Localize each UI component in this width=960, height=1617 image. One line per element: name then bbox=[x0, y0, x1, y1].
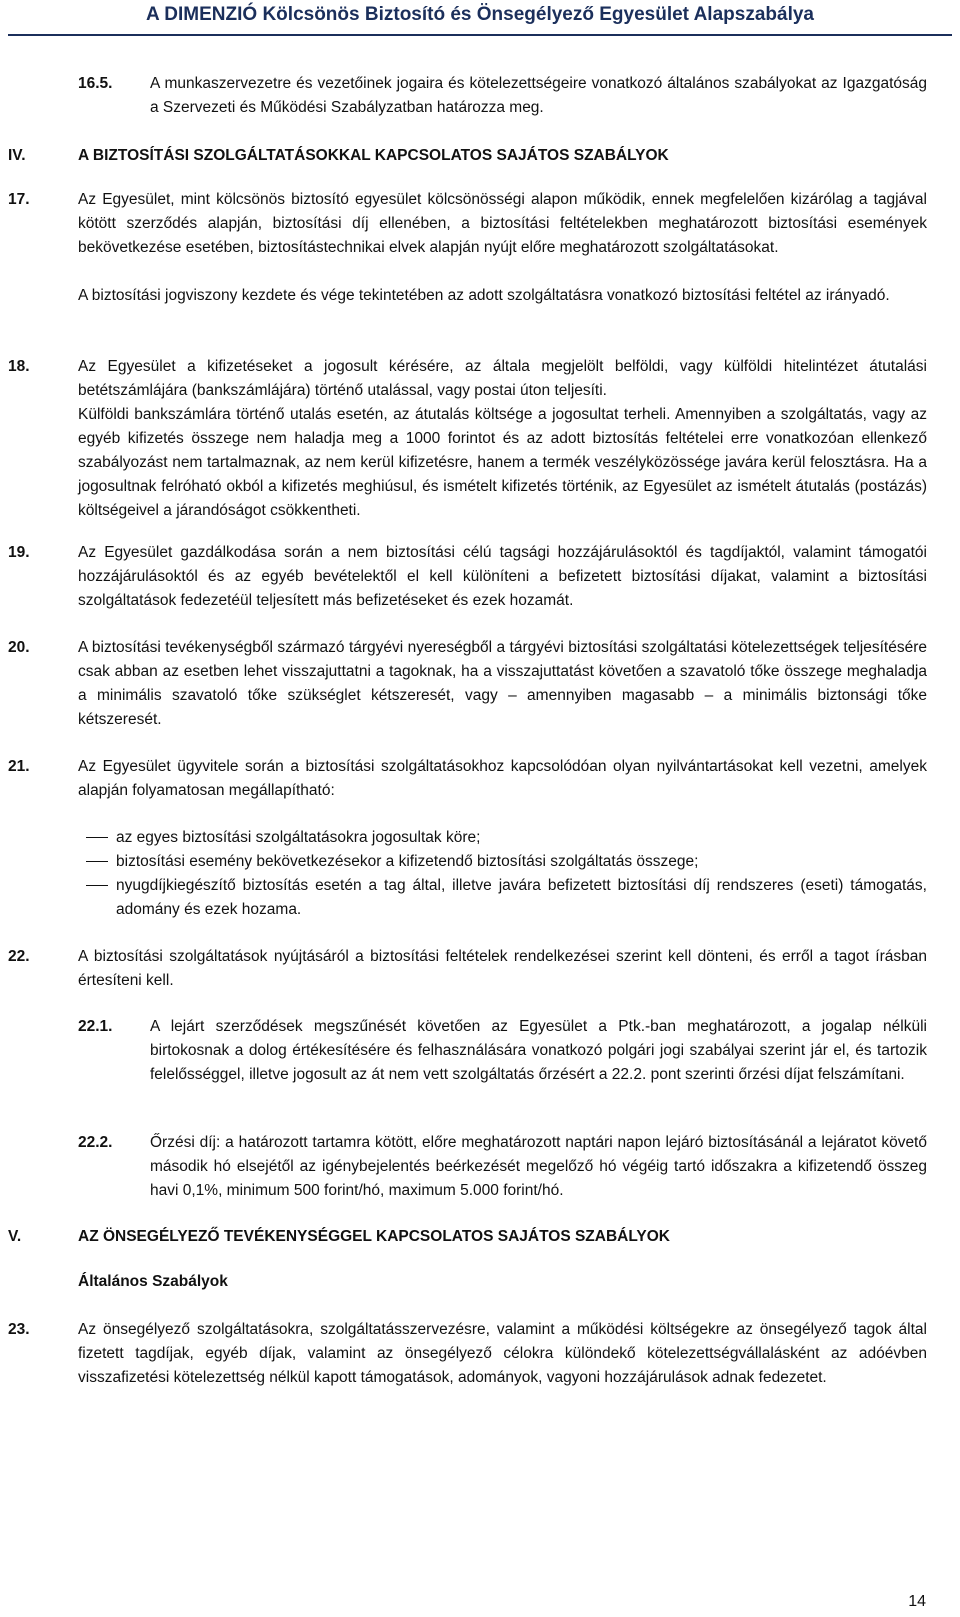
chapter-title: A BIZTOSÍTÁSI SZOLGÁLTATÁSOKKAL KAPCSOLATOS SAJÁTOS SZABÁLYOK bbox=[78, 147, 669, 164]
page-number: 14 bbox=[908, 1593, 926, 1610]
section-number: 22. bbox=[8, 948, 30, 965]
list-bullet-dash bbox=[86, 861, 108, 862]
section-text: Külföldi bankszámlára történő utalás esetén, az átutalás költsége a jogosultat terheli. Amennyiben a szolgáltatás, vagy az egyéb kifizetés összege nem haladja meg a 1000 forintot és az adott biztosítás feltételei erre vonatkozóan ellenkező szabályozást nem tartalmaznak, az nem kerül kifizetésre, hanem a termék veszélyközössége javára kerül felosztásra. Ha a jogosultnak felróható okból a kifizetés meghiúsul, és ismételt kifizetés történik, az Egyesület az ismételt átutalás (postázás) költségeivel a járandóságot csökkentheti. bbox=[78, 406, 927, 519]
chapter-title: AZ ÖNSEGÉLYEZŐ TEVÉKENYSÉGGEL KAPCSOLATOS SAJÁTOS SZABÁLYOK bbox=[78, 1228, 670, 1245]
section-text: Az Egyesület ügyvitele során a biztosítási szolgáltatásokhoz kapcsolódóan olyan nyilvántartásokat kell vezetni, amelyek alapján folyamatosan megállapítható: bbox=[78, 758, 927, 799]
chapter-number: IV. bbox=[8, 147, 26, 164]
section-text: A biztosítási szolgáltatások nyújtásáról a biztosítási feltételek rendelkezései szerint kell dönteni, és erről a tagot írásban értesíteni kell. bbox=[78, 948, 927, 989]
chapter-subtitle: Általános Szabályok bbox=[78, 1273, 228, 1290]
section-text: Az Egyesület a kifizetéseket a jogosult kérésére, az általa megjelölt belföldi, vagy külföldi hitelintézet átutalási betétszámlájára (bankszámlájára) történő utalással, vagy postai úton teljesíti. bbox=[78, 358, 927, 399]
section-number: 21. bbox=[8, 758, 30, 775]
subsection-text: A lejárt szerződések megszűnését követően az Egyesület a Ptk.-ban meghatározott, a jogalap nélküli birtokosnak a dolog értékesítésére és felhasználására vonatkozó polgári jogi szabályai szerint jár el, és tartozik felelősséggel, illetve jogosult az át nem vett szolgáltatás őrzésért a 22.2. pont szerinti őrzési díjat felszámítani. bbox=[150, 1018, 927, 1083]
section-number: 18. bbox=[8, 358, 30, 375]
list-item: biztosítási esemény bekövetkezésekor a kifizetendő biztosítási szolgáltatás összege; bbox=[116, 853, 699, 870]
section-text: Az Egyesület gazdálkodása során a nem biztosítási célú tagsági hozzájárulásoktól és tagdíjaktól, valamint támogatói hozzájárulásoktól és az egyéb bevételektől el kell különíteni a befizetett biztosítási díjakat, valamint a biztosítási szolgáltatások fedezetéül teljesített más befizetéseket és ezek hozamát. bbox=[78, 544, 927, 609]
section-number: 20. bbox=[8, 639, 30, 656]
chapter-number: V. bbox=[8, 1228, 22, 1245]
subsection-number: 22.2. bbox=[78, 1134, 113, 1151]
list-item: nyugdíjkiegészítő biztosítás esetén a tag által, illetve javára befizetett biztosítási díj rendszeres (eseti) támogatás, adomány és ezek hozama. bbox=[116, 877, 927, 918]
header-rule bbox=[8, 34, 952, 36]
list-bullet-dash bbox=[86, 837, 108, 838]
list-item: az egyes biztosítási szolgáltatásokra jogosultak köre; bbox=[116, 829, 481, 846]
section-number: 19. bbox=[8, 544, 30, 561]
list-bullet-dash bbox=[86, 885, 108, 886]
subsection-text: Őrzési díj: a határozott tartamra kötött, előre meghatározott naptári napon lejáró biztosításánál a lejáratot követő második hó elsejétől az igénybejelentés beérkezését megelőző hó végéig tartó időszakra a kifizetendő összeg havi 0,1%, minimum 500 forint/hó, maximum 5.000 forint/hó. bbox=[150, 1134, 927, 1199]
section-number: 23. bbox=[8, 1321, 30, 1338]
section-number: 16.5. bbox=[78, 75, 113, 92]
subsection-number: 22.1. bbox=[78, 1018, 113, 1035]
section-text: Az önsegélyező szolgáltatásokra, szolgáltatásszervezésre, valamint a működési költségekre az önsegélyező tagok által fizetett tagdíjak, egyéb díjak, valamint az önsegélyező célokra különdekő kötelezettségvállalásként az adóévben visszafizetési kötelezettség nélkül kapott támogatások, adományok, vagyoni hozzájárulások adnak fedezetet. bbox=[78, 1321, 927, 1386]
section-text: A munkaszervezetre és vezetőinek jogaira és kötelezettségeire vonatkozó általános szabályokat az Igazgatóság a Szervezeti és Működési Szabályzatban határozza meg. bbox=[150, 75, 927, 116]
section-text: Az Egyesület, mint kölcsönös biztosító egyesület kölcsönösségi alapon működik, ennek megfelelően kizárólag a tagjával kötött szerződés alapján, biztosítási díj ellenében, a biztosítási feltételekben meghatározott biztosítási események bekövetkezése esetében, biztosítástechnikai elvek alapján nyújt előre meghatározott szolgáltatásokat. bbox=[78, 191, 927, 256]
section-number: 17. bbox=[8, 191, 30, 208]
section-text: A biztosítási jogviszony kezdete és vége tekintetében az adott szolgáltatásra vonatkozó biztosítási feltétel az irányadó. bbox=[78, 287, 890, 304]
document-header: A DIMENZIÓ Kölcsönös Biztosító és Önsegélyező Egyesület Alapszabálya bbox=[146, 4, 814, 25]
section-text: A biztosítási tevékenységből származó tárgyévi nyereségből a tárgyévi biztosítási szolgáltatási kötelezettségek teljesítésére csak abban az esetben lehet visszajuttatni a tagoknak, ha a visszajuttatást követően a szavatoló tőke összege meghaladja a minimális szavatoló tőke szükséglet kétszeresét, vagy – amennyiben magasabb – a minimális biztonsági tőke kétszeresét. bbox=[78, 639, 927, 728]
